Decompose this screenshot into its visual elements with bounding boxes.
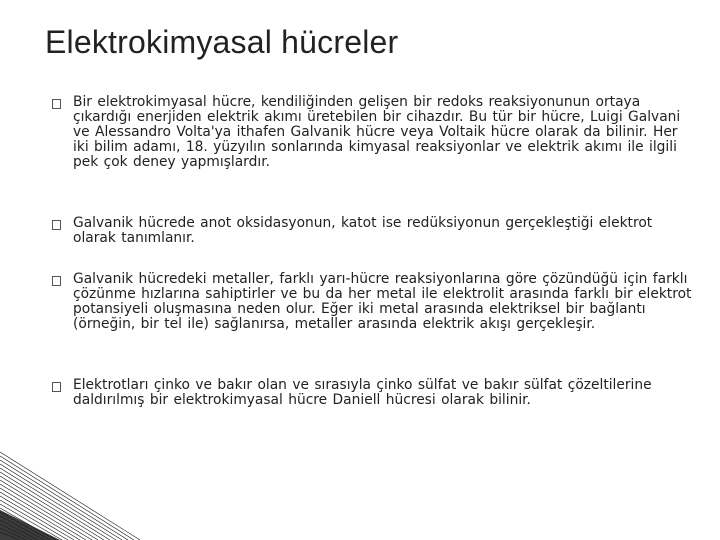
corner-stripes-decoration [0,450,140,540]
bullet-item [52,378,692,408]
bullet-text: Galvanik hücrede anot oksidasyonun, katot ise redüksiyonun gerçekleştiği elektrot olarak tanımlanır. [73,215,653,246]
bullet-item [52,216,692,246]
bullet-text: Galvanik hücredeki metaller, farklı yarı-hücre reaksiyonlarına göre çözündüğü için farklı çözünme hızlarına sahiptirler ve bu da her metal ile elektrolit arasında farklı bir elektrot potansiyeli oluşmasına neden olur. Eğer iki metal arasında elektriksel bir bağlantı (örneğin, bir tel ile) sağlanırsa, metaller arasında elektrik akışı gerçekleşir. [73,271,692,332]
bullet-item [52,95,692,170]
bullet-marker-icon [52,276,61,286]
bullet-marker-icon [52,220,61,230]
bullet-item [52,272,692,332]
bullet-marker-icon [52,99,61,109]
bullet-text: Bir elektrokimyasal hücre, kendiliğinden gelişen bir redoks reaksiyonunun ortaya çıkardığı enerjiden elektrik akımı üretebilen bir cihazdır. Bu tür bir hücre, Luigi Galvani ve Alessandro Volta'ya ithafen Galvanik hücre veya Voltaik hücre olarak da bilinir. Her iki bilim adamı, 18. yüzyılın sonlarında kimyasal reaksiyonlar ve elektrik akımı ile ilgili pek çok deney yapmışlardır. [73,94,681,170]
bullet-marker-icon [52,382,61,392]
slide-title: Elektrokimyasal hücreler [45,24,399,60]
bullet-text: Elektrotları çinko ve bakır olan ve sırasıyla çinko sülfat ve bakır sülfat çözeltilerine daldırılmış bir elektrokimyasal hücre Daniell hücresi olarak bilinir. [73,377,652,408]
